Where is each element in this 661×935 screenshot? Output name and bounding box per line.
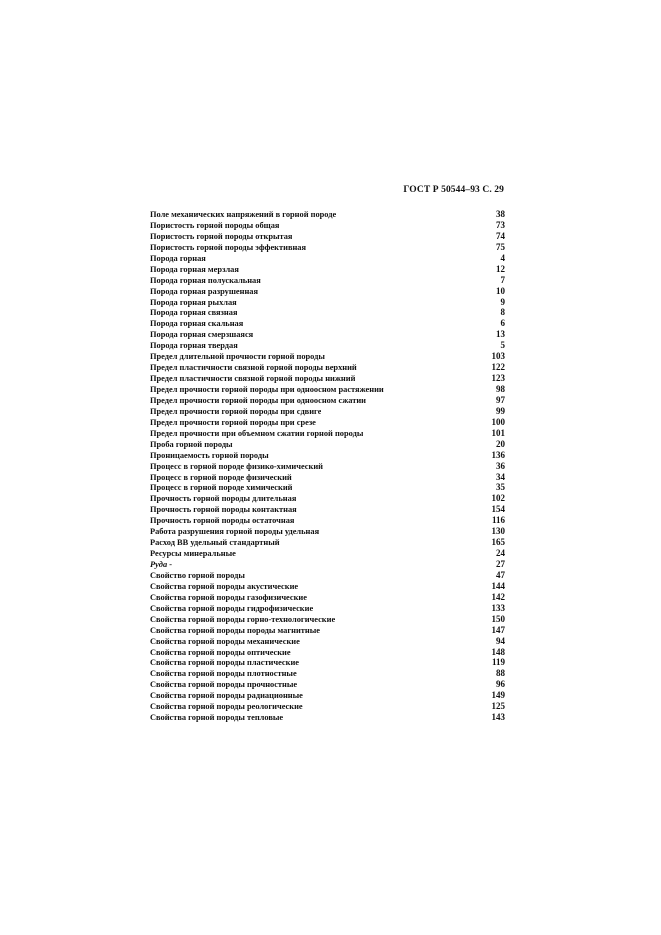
index-page-number: 147 — [491, 624, 505, 635]
index-term: Проницаемость горной породы — [150, 450, 269, 460]
index-term: Свойства горной породы прочностные — [150, 680, 298, 690]
index-page-number: 143 — [491, 712, 505, 723]
index-entry — [150, 537, 505, 548]
index-page-number: 10 — [496, 285, 505, 296]
index-entry — [150, 220, 505, 231]
index-entry — [150, 340, 505, 351]
index-term: Свойства горной породы газофизические — [150, 592, 307, 602]
index-page-number: 98 — [496, 384, 505, 394]
index-term: Прочность горной породы остаточная — [150, 516, 295, 526]
index-term: Предел прочности горной породы при одноосном сжатии — [150, 395, 367, 405]
index-term: Ресурсы минеральные — [150, 549, 236, 559]
index-page-number: 100 — [491, 416, 505, 427]
index-entry — [150, 636, 505, 647]
index-entry — [150, 264, 505, 275]
index-entry — [150, 428, 505, 439]
index-entry — [150, 482, 505, 493]
index-page-number: 130 — [491, 526, 505, 537]
index-entry — [150, 318, 505, 329]
index-entry — [150, 461, 505, 472]
index-page-number: 4 — [500, 252, 505, 263]
index-page-number: 119 — [491, 657, 505, 668]
index-entry — [150, 275, 505, 286]
index-page-number: 122 — [491, 362, 505, 373]
index-entry — [150, 657, 505, 668]
index-page-number: 38 — [496, 209, 505, 219]
index-term: Свойства горной породы акустические — [150, 581, 299, 591]
index-term: Свойства горной породы плотностные — [150, 669, 297, 679]
index-term: Предел прочности при объемном сжатии горной породы — [150, 428, 364, 438]
index-entry — [150, 570, 505, 581]
index-page-number: 150 — [491, 613, 505, 624]
index-entry — [150, 701, 505, 712]
index-term: Работа разрушения горной породы удельная — [150, 527, 320, 537]
index-term: Порода горная разрушенная — [150, 286, 259, 296]
index-page-number: 94 — [496, 635, 505, 646]
index-page-number: 142 — [491, 591, 505, 602]
index-entry — [150, 253, 505, 264]
index-entry — [150, 362, 505, 373]
index-term: Предел пластичности связной горной породы верхний — [150, 363, 357, 373]
index-entry — [150, 472, 505, 483]
index-entry — [150, 450, 505, 461]
index-page-number: 101 — [491, 427, 505, 438]
index-page-number: 73 — [496, 219, 505, 230]
index-entry — [150, 231, 505, 242]
index-page-number: 12 — [496, 263, 505, 274]
index-entry — [150, 329, 505, 340]
index-page-number: 103 — [491, 351, 505, 362]
index-term: Пористость горной породы эффективная — [150, 242, 307, 252]
index-page-number: 7 — [500, 274, 505, 285]
index-entry — [150, 548, 505, 559]
index-entry — [150, 209, 505, 220]
index-term: Порода горная полускальная — [150, 275, 261, 285]
index-entry — [150, 679, 505, 690]
index-term: Свойства горной породы пластические — [150, 658, 300, 668]
index-entry — [150, 384, 505, 395]
index-term: Свойства горной породы механические — [150, 636, 300, 646]
index-page-number: 136 — [491, 449, 505, 460]
index-page-number: 144 — [491, 580, 505, 591]
index-entry — [150, 504, 505, 515]
index-page-number: 154 — [491, 504, 505, 515]
index-page-number: 35 — [496, 482, 505, 493]
index-term: Порода горная рыхлая — [150, 297, 237, 307]
index-entry — [150, 668, 505, 679]
index-term: Порода горная — [150, 253, 206, 263]
index-term: Процесс в горной породе физико-химический — [150, 461, 323, 471]
index-page-number: 88 — [496, 668, 505, 679]
index-term: Руда - — [150, 560, 173, 569]
index-entry — [150, 592, 505, 603]
index-term: Порода горная связная — [150, 308, 238, 318]
index-entry — [150, 406, 505, 417]
index-entry — [150, 515, 505, 526]
index-term: Свойства горной породы гидрофизические — [150, 603, 314, 613]
index-entry — [150, 625, 505, 636]
index-entry — [150, 712, 505, 723]
index-term: Предел длительной прочности горной породы — [150, 352, 325, 362]
index-entry — [150, 307, 505, 318]
index-term: Предел прочности горной породы при одноосном растяжении — [150, 385, 384, 394]
index-entry — [150, 373, 505, 384]
index-term: Расход ВВ удельный стандартный — [150, 538, 280, 548]
index-term: Свойства горной породы тепловые — [150, 713, 284, 723]
index-page-number: 13 — [496, 329, 505, 340]
index-term: Порода горная твердая — [150, 341, 238, 351]
index-term: Порода горная смерзшаяся — [150, 330, 254, 340]
index-term: Свойства горной породы оптические — [150, 647, 291, 657]
index-page-number: 47 — [496, 569, 505, 580]
index-entry — [150, 439, 505, 450]
index-entry — [150, 603, 505, 614]
index-page-number: 8 — [500, 307, 505, 318]
index-entry — [150, 581, 505, 592]
index-page-number: 34 — [496, 471, 505, 482]
index-term: Процесс в горной породе химический — [150, 483, 293, 493]
index-page-number: 148 — [491, 646, 505, 657]
index-entry — [150, 417, 505, 428]
index-page-number: 149 — [491, 690, 505, 701]
index-term: Пористость горной породы общая — [150, 220, 280, 230]
index-term: Предел прочности горной породы при сдвиге — [150, 406, 322, 416]
index-page-number: 125 — [491, 701, 505, 712]
index-page-number: 27 — [496, 559, 505, 569]
index-term: Свойство горной породы — [150, 570, 245, 580]
index-entry — [150, 351, 505, 362]
index-entry — [150, 559, 505, 570]
index-entry — [150, 286, 505, 297]
index-page-number: 24 — [496, 548, 505, 559]
index-page-number: 9 — [500, 296, 505, 307]
index-page-number: 133 — [491, 602, 505, 613]
index-term: Предел прочности горной породы при срезе — [150, 417, 316, 427]
index-entry — [150, 493, 505, 504]
index-term: Прочность горной породы длительная — [150, 494, 297, 504]
index-entry — [150, 297, 505, 308]
index-page-number: 99 — [496, 405, 505, 416]
index-page-number: 74 — [496, 230, 505, 241]
index-page-number: 102 — [491, 493, 505, 504]
index-term: Проба горной породы — [150, 439, 233, 449]
index-page-number: 116 — [491, 515, 505, 526]
index-term: Порода горная мерзлая — [150, 264, 239, 274]
index-term: Свойства горной породы горно-технологические — [150, 614, 336, 624]
index-term: Свойства горной породы радиационные — [150, 691, 303, 701]
index-entry — [150, 242, 505, 253]
index-term: Поле механических напряжений в горной породе — [150, 210, 337, 219]
index-entry — [150, 647, 505, 658]
index-page-number: 97 — [496, 394, 505, 405]
index-page-number: 165 — [491, 537, 505, 548]
index-page-number: 75 — [496, 241, 505, 252]
index-entry — [150, 614, 505, 625]
index-page-number: 20 — [496, 438, 505, 449]
index-entry — [150, 526, 505, 537]
index-page-number: 123 — [491, 373, 505, 384]
index-page-number: 36 — [496, 460, 505, 471]
index-term: Свойства горной породы породы магнитные — [150, 625, 320, 635]
index-entry — [150, 395, 505, 406]
index-term: Свойства горной породы реологические — [150, 702, 303, 712]
index-term: Порода горная скальная — [150, 319, 244, 329]
index-entry — [150, 690, 505, 701]
index-term: Процесс в горной породе физический — [150, 472, 292, 482]
index-page-number: 6 — [500, 318, 505, 329]
alphabetical-index — [150, 209, 505, 723]
index-page-number: 96 — [496, 679, 505, 690]
index-term: Предел пластичности связной горной породы нижний — [150, 374, 356, 384]
index-page-number: 5 — [500, 340, 505, 351]
page-header: ГОСТ Р 50544–93 С. 29 — [403, 185, 504, 195]
index-term: Пористость горной породы открытая — [150, 231, 293, 241]
index-term: Прочность горной породы контактная — [150, 505, 297, 515]
